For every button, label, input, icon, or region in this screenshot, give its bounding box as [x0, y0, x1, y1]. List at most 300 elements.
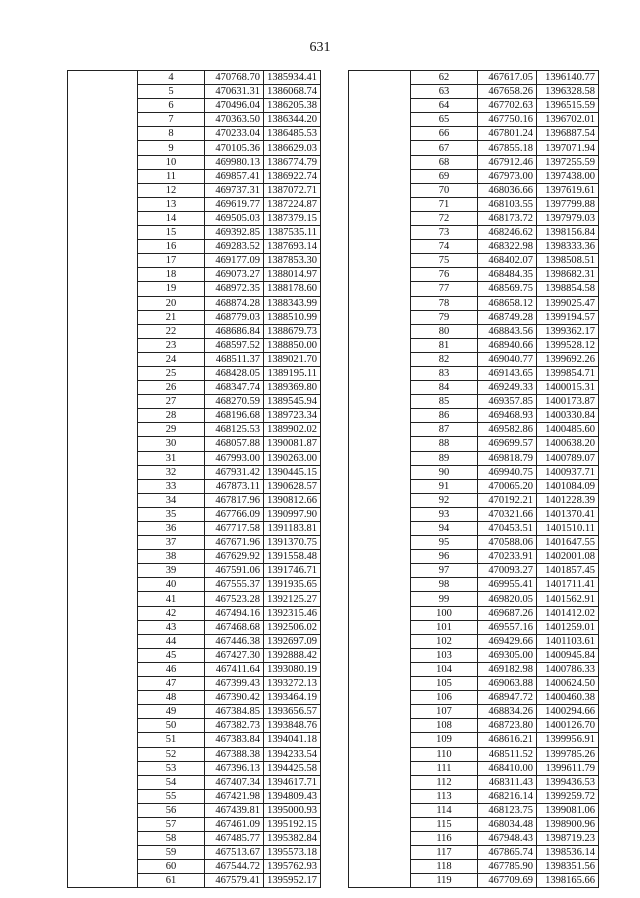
y-coordinate: 1396702.01	[537, 113, 599, 127]
x-coordinate: 467702.63	[478, 99, 537, 113]
y-coordinate: 1393080.19	[264, 662, 321, 676]
y-coordinate: 1397438.00	[537, 169, 599, 183]
table-row	[68, 860, 321, 874]
point-number: 47	[138, 677, 205, 691]
point-number: 18	[138, 268, 205, 282]
x-coordinate: 468216.14	[478, 789, 537, 803]
blank-cell	[68, 324, 138, 338]
table-row	[349, 423, 599, 437]
blank-cell	[349, 409, 411, 423]
point-number: 9	[138, 141, 205, 155]
y-coordinate: 1386205.38	[264, 99, 321, 113]
point-number: 81	[411, 338, 478, 352]
x-coordinate: 467399.43	[205, 677, 264, 691]
table-row	[349, 268, 599, 282]
point-number: 41	[138, 592, 205, 606]
x-coordinate: 467513.67	[205, 846, 264, 860]
blank-cell	[68, 493, 138, 507]
blank-cell	[349, 789, 411, 803]
point-number: 110	[411, 747, 478, 761]
table-row	[349, 662, 599, 676]
table-row	[68, 522, 321, 536]
point-number: 13	[138, 197, 205, 211]
point-number: 32	[138, 465, 205, 479]
blank-cell	[68, 564, 138, 578]
y-coordinate: 1401711.41	[537, 578, 599, 592]
x-coordinate: 468511.37	[205, 352, 264, 366]
table-row	[349, 141, 599, 155]
x-coordinate: 467873.11	[205, 479, 264, 493]
x-coordinate: 467384.85	[205, 705, 264, 719]
x-coordinate: 469063.88	[478, 677, 537, 691]
y-coordinate: 1385934.41	[264, 71, 321, 85]
point-number: 79	[411, 310, 478, 324]
table-row	[68, 395, 321, 409]
point-number: 111	[411, 761, 478, 775]
blank-cell	[349, 324, 411, 338]
blank-cell	[349, 761, 411, 775]
y-coordinate: 1392506.02	[264, 620, 321, 634]
point-number: 115	[411, 817, 478, 831]
blank-cell	[349, 747, 411, 761]
table-row	[349, 451, 599, 465]
blank-cell	[68, 85, 138, 99]
x-coordinate: 468723.80	[478, 719, 537, 733]
table-row	[349, 197, 599, 211]
point-number: 24	[138, 352, 205, 366]
x-coordinate: 468347.74	[205, 381, 264, 395]
blank-cell	[349, 592, 411, 606]
point-number: 107	[411, 705, 478, 719]
y-coordinate: 1400789.07	[537, 451, 599, 465]
table-row	[349, 719, 599, 733]
y-coordinate: 1392888.42	[264, 648, 321, 662]
table-row	[349, 803, 599, 817]
blank-cell	[349, 832, 411, 846]
blank-cell	[349, 282, 411, 296]
table-row	[349, 606, 599, 620]
point-number: 112	[411, 775, 478, 789]
blank-cell	[68, 169, 138, 183]
point-number: 44	[138, 634, 205, 648]
x-coordinate: 468597.52	[205, 338, 264, 352]
blank-cell	[349, 536, 411, 550]
table-row	[68, 846, 321, 860]
blank-cell	[349, 662, 411, 676]
y-coordinate: 1397619.61	[537, 183, 599, 197]
x-coordinate: 468940.66	[478, 338, 537, 352]
x-coordinate: 467439.81	[205, 803, 264, 817]
y-coordinate: 1400937.71	[537, 465, 599, 479]
blank-cell	[349, 874, 411, 888]
blank-cell	[349, 493, 411, 507]
point-number: 11	[138, 169, 205, 183]
y-coordinate: 1386485.53	[264, 127, 321, 141]
blank-cell	[68, 479, 138, 493]
point-number: 38	[138, 550, 205, 564]
y-coordinate: 1401084.09	[537, 479, 599, 493]
y-coordinate: 1394809.43	[264, 789, 321, 803]
table-row	[68, 423, 321, 437]
blank-cell	[349, 648, 411, 662]
point-number: 35	[138, 507, 205, 521]
y-coordinate: 1398854.58	[537, 282, 599, 296]
point-number: 50	[138, 719, 205, 733]
table-row	[68, 268, 321, 282]
table-row	[68, 874, 321, 888]
table-row	[349, 169, 599, 183]
blank-cell	[349, 423, 411, 437]
blank-cell	[68, 211, 138, 225]
table-row	[68, 677, 321, 691]
x-coordinate: 469857.41	[205, 169, 264, 183]
point-number: 75	[411, 254, 478, 268]
table-row	[68, 310, 321, 324]
y-coordinate: 1398165.66	[537, 874, 599, 888]
table-row	[68, 578, 321, 592]
x-coordinate: 467801.24	[478, 127, 537, 141]
y-coordinate: 1400460.38	[537, 691, 599, 705]
blank-cell	[68, 761, 138, 775]
table-row	[68, 366, 321, 380]
y-coordinate: 1397979.03	[537, 211, 599, 225]
y-coordinate: 1390081.87	[264, 437, 321, 451]
x-coordinate: 470321.66	[478, 507, 537, 521]
point-number: 6	[138, 99, 205, 113]
y-coordinate: 1398682.31	[537, 268, 599, 282]
table-row	[349, 564, 599, 578]
table-row	[68, 127, 321, 141]
point-number: 72	[411, 211, 478, 225]
y-coordinate: 1394425.58	[264, 761, 321, 775]
y-coordinate: 1400945.84	[537, 648, 599, 662]
x-coordinate: 469955.41	[478, 578, 537, 592]
blank-cell	[349, 113, 411, 127]
blank-cell	[349, 268, 411, 282]
blank-cell	[349, 465, 411, 479]
point-number: 52	[138, 747, 205, 761]
blank-cell	[349, 352, 411, 366]
x-coordinate: 467461.09	[205, 817, 264, 831]
table-row	[68, 240, 321, 254]
point-number: 34	[138, 493, 205, 507]
blank-cell	[349, 381, 411, 395]
table-row	[349, 860, 599, 874]
table-row	[349, 817, 599, 831]
table-row	[349, 381, 599, 395]
point-number: 49	[138, 705, 205, 719]
table-row	[349, 296, 599, 310]
blank-cell	[349, 71, 411, 85]
point-number: 12	[138, 183, 205, 197]
x-coordinate: 467671.96	[205, 536, 264, 550]
blank-cell	[349, 310, 411, 324]
blank-cell	[68, 282, 138, 296]
y-coordinate: 1398156.84	[537, 226, 599, 240]
table-row	[68, 662, 321, 676]
y-coordinate: 1386068.74	[264, 85, 321, 99]
blank-cell	[68, 381, 138, 395]
y-coordinate: 1392315.46	[264, 606, 321, 620]
point-number: 89	[411, 451, 478, 465]
x-coordinate: 467591.06	[205, 564, 264, 578]
x-coordinate: 467817.96	[205, 493, 264, 507]
y-coordinate: 1399362.17	[537, 324, 599, 338]
y-coordinate: 1393464.19	[264, 691, 321, 705]
point-number: 22	[138, 324, 205, 338]
point-number: 108	[411, 719, 478, 733]
table-row	[349, 465, 599, 479]
x-coordinate: 470093.27	[478, 564, 537, 578]
table-row	[68, 226, 321, 240]
y-coordinate: 1389021.70	[264, 352, 321, 366]
y-coordinate: 1394041.18	[264, 733, 321, 747]
blank-cell	[68, 507, 138, 521]
y-coordinate: 1399785.26	[537, 747, 599, 761]
table-row	[68, 71, 321, 85]
y-coordinate: 1387224.87	[264, 197, 321, 211]
table-row	[349, 409, 599, 423]
blank-cell	[68, 874, 138, 888]
y-coordinate: 1386629.03	[264, 141, 321, 155]
blank-cell	[68, 226, 138, 240]
y-coordinate: 1386922.74	[264, 169, 321, 183]
y-coordinate: 1388850.00	[264, 338, 321, 352]
table-row	[68, 803, 321, 817]
blank-cell	[68, 705, 138, 719]
blank-cell	[349, 564, 411, 578]
table-row	[68, 592, 321, 606]
x-coordinate: 469392.85	[205, 226, 264, 240]
y-coordinate: 1396140.77	[537, 71, 599, 85]
table-row	[68, 747, 321, 761]
blank-cell	[68, 775, 138, 789]
point-number: 16	[138, 240, 205, 254]
x-coordinate: 467717.58	[205, 522, 264, 536]
blank-cell	[68, 437, 138, 451]
blank-cell	[68, 127, 138, 141]
blank-cell	[68, 803, 138, 817]
blank-cell	[349, 141, 411, 155]
point-number: 54	[138, 775, 205, 789]
y-coordinate: 1401562.91	[537, 592, 599, 606]
table-row	[349, 85, 599, 99]
point-number: 117	[411, 846, 478, 860]
blank-cell	[68, 719, 138, 733]
x-coordinate: 468410.00	[478, 761, 537, 775]
x-coordinate: 467766.09	[205, 507, 264, 521]
table-row	[349, 620, 599, 634]
y-coordinate: 1400330.84	[537, 409, 599, 423]
x-coordinate: 468246.62	[478, 226, 537, 240]
point-number: 23	[138, 338, 205, 352]
blank-cell	[349, 197, 411, 211]
x-coordinate: 469357.85	[478, 395, 537, 409]
x-coordinate: 468947.72	[478, 691, 537, 705]
point-number: 95	[411, 536, 478, 550]
blank-cell	[68, 789, 138, 803]
x-coordinate: 468569.75	[478, 282, 537, 296]
table-row	[68, 352, 321, 366]
x-coordinate: 467468.68	[205, 620, 264, 634]
table-row	[349, 282, 599, 296]
table-row	[349, 522, 599, 536]
point-number: 48	[138, 691, 205, 705]
table-row	[68, 817, 321, 831]
y-coordinate: 1397071.94	[537, 141, 599, 155]
blank-cell	[349, 846, 411, 860]
x-coordinate: 469283.52	[205, 240, 264, 254]
x-coordinate: 469143.65	[478, 366, 537, 380]
y-coordinate: 1391183.81	[264, 522, 321, 536]
blank-cell	[68, 465, 138, 479]
point-number: 65	[411, 113, 478, 127]
blank-cell	[349, 860, 411, 874]
y-coordinate: 1395000.93	[264, 803, 321, 817]
y-coordinate: 1388679.73	[264, 324, 321, 338]
point-number: 8	[138, 127, 205, 141]
y-coordinate: 1399194.57	[537, 310, 599, 324]
y-coordinate: 1390628.57	[264, 479, 321, 493]
point-number: 67	[411, 141, 478, 155]
x-coordinate: 469619.77	[205, 197, 264, 211]
table-row	[68, 338, 321, 352]
x-coordinate: 468103.55	[478, 197, 537, 211]
point-number: 116	[411, 832, 478, 846]
blank-cell	[349, 677, 411, 691]
blank-cell	[68, 860, 138, 874]
blank-cell	[68, 338, 138, 352]
point-number: 10	[138, 155, 205, 169]
point-number: 61	[138, 874, 205, 888]
y-coordinate: 1401857.45	[537, 564, 599, 578]
blank-cell	[68, 747, 138, 761]
blank-cell	[68, 296, 138, 310]
y-coordinate: 1400624.50	[537, 677, 599, 691]
table-row	[68, 564, 321, 578]
point-number: 69	[411, 169, 478, 183]
table-row	[349, 183, 599, 197]
x-coordinate: 469429.66	[478, 634, 537, 648]
point-number: 104	[411, 662, 478, 676]
x-coordinate: 467973.00	[478, 169, 537, 183]
point-number: 33	[138, 479, 205, 493]
y-coordinate: 1391370.75	[264, 536, 321, 550]
table-row	[68, 789, 321, 803]
blank-cell	[349, 733, 411, 747]
x-coordinate: 467555.37	[205, 578, 264, 592]
x-coordinate: 470631.31	[205, 85, 264, 99]
x-coordinate: 468511.52	[478, 747, 537, 761]
point-number: 91	[411, 479, 478, 493]
y-coordinate: 1401412.02	[537, 606, 599, 620]
x-coordinate: 467421.98	[205, 789, 264, 803]
y-coordinate: 1389723.34	[264, 409, 321, 423]
x-coordinate: 469305.00	[478, 648, 537, 662]
blank-cell	[68, 451, 138, 465]
x-coordinate: 468311.43	[478, 775, 537, 789]
y-coordinate: 1399854.71	[537, 366, 599, 380]
point-number: 118	[411, 860, 478, 874]
y-coordinate: 1400126.70	[537, 719, 599, 733]
blank-cell	[68, 662, 138, 676]
blank-cell	[68, 648, 138, 662]
x-coordinate: 470363.50	[205, 113, 264, 127]
x-coordinate: 467709.69	[478, 874, 537, 888]
blank-cell	[68, 183, 138, 197]
x-coordinate: 467912.46	[478, 155, 537, 169]
point-number: 63	[411, 85, 478, 99]
blank-cell	[349, 507, 411, 521]
y-coordinate: 1398508.51	[537, 254, 599, 268]
y-coordinate: 1402001.08	[537, 550, 599, 564]
x-coordinate: 468270.59	[205, 395, 264, 409]
coordinates-table-right	[348, 70, 599, 888]
blank-cell	[68, 395, 138, 409]
point-number: 76	[411, 268, 478, 282]
table-row	[68, 719, 321, 733]
blank-cell	[349, 296, 411, 310]
x-coordinate: 468686.84	[205, 324, 264, 338]
point-number: 29	[138, 423, 205, 437]
point-number: 14	[138, 211, 205, 225]
x-coordinate: 470453.51	[478, 522, 537, 536]
blank-cell	[68, 240, 138, 254]
y-coordinate: 1399528.12	[537, 338, 599, 352]
point-number: 102	[411, 634, 478, 648]
table-row	[349, 691, 599, 705]
y-coordinate: 1390263.00	[264, 451, 321, 465]
table-row	[349, 338, 599, 352]
y-coordinate: 1387853.30	[264, 254, 321, 268]
table-row	[68, 183, 321, 197]
table-row	[68, 479, 321, 493]
blank-cell	[68, 536, 138, 550]
blank-cell	[349, 803, 411, 817]
table-row	[68, 409, 321, 423]
x-coordinate: 470192.21	[478, 493, 537, 507]
point-number: 26	[138, 381, 205, 395]
x-coordinate: 469249.33	[478, 381, 537, 395]
x-coordinate: 469468.93	[478, 409, 537, 423]
point-number: 96	[411, 550, 478, 564]
point-number: 88	[411, 437, 478, 451]
x-coordinate: 467407.34	[205, 775, 264, 789]
x-coordinate: 467390.42	[205, 691, 264, 705]
blank-cell	[349, 338, 411, 352]
table-row	[349, 240, 599, 254]
x-coordinate: 467931.42	[205, 465, 264, 479]
blank-cell	[68, 620, 138, 634]
blank-cell	[349, 817, 411, 831]
blank-cell	[349, 395, 411, 409]
y-coordinate: 1391558.48	[264, 550, 321, 564]
blank-cell	[68, 141, 138, 155]
x-coordinate: 470233.91	[478, 550, 537, 564]
y-coordinate: 1388510.99	[264, 310, 321, 324]
point-number: 7	[138, 113, 205, 127]
x-coordinate: 469737.31	[205, 183, 264, 197]
point-number: 40	[138, 578, 205, 592]
point-number: 56	[138, 803, 205, 817]
point-number: 43	[138, 620, 205, 634]
point-number: 60	[138, 860, 205, 874]
y-coordinate: 1400015.31	[537, 381, 599, 395]
blank-cell	[68, 522, 138, 536]
y-coordinate: 1392697.09	[264, 634, 321, 648]
blank-cell	[349, 606, 411, 620]
x-coordinate: 469687.26	[478, 606, 537, 620]
